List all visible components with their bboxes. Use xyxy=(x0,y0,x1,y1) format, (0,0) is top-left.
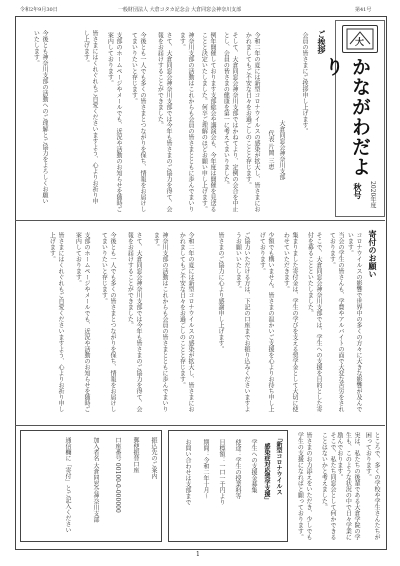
box-a-title-1: 感染症対応奨学支援」 xyxy=(263,443,270,503)
box-b-col-2: 口座番号 00100-0-000000 xyxy=(114,437,121,513)
masthead-title: かながわだより xyxy=(322,57,371,177)
donation-col-6: 皆さまのご協力に心より感謝申し上げます。 xyxy=(217,232,224,352)
box-a-col-3: 使途：学生の授業料等 xyxy=(234,439,241,499)
publisher-name: 一般財団法人 大倉コタカ記念会 大倉同窓会神奈川支部 xyxy=(118,7,242,13)
greeting-col-0: 会員の皆さまにご挨拶申し上げます。 xyxy=(301,32,308,134)
greeting-author-org: 大倉同窓会神奈川支部 xyxy=(278,120,285,180)
logo xyxy=(342,25,378,53)
appeal-col-2: そこで、私たち同窓会として何かできることはないかと考えました。 xyxy=(320,432,336,540)
donation-col-2: そこで、大倉同窓会神奈川支部では、学生への支援を目的とした寄付を募ることといたしました。 xyxy=(306,232,322,412)
greeting-continuation xyxy=(20,222,198,422)
donation-col-3: 集まりました寄付金は、学生の学びを支える奨学金として大切に使わせていただきます。 xyxy=(282,232,298,412)
box-a-title-0: 「新型コロナウイルス xyxy=(275,435,282,495)
greeting-section xyxy=(100,20,335,220)
greeting-author-name: 代表 片岡 三恵 xyxy=(267,130,274,170)
issue-number: 第41号 xyxy=(355,7,372,13)
greeting-col-3: 例年開催しております支部総会や講演会も、今年度は開催を見送ることと決定いたしました。何卒ご理解のほどお願い申し上げます。 xyxy=(200,32,216,212)
box-b-col-0: 振込先のご案内 xyxy=(150,437,157,479)
box-b-col-3: 加入者名 大倉同窓会神奈川支部 xyxy=(92,437,99,523)
logo-glyph: 大 xyxy=(355,38,365,48)
greeting-col-8: 皆さまにはくれぐれもご自愛くださいますよう、心よりお祈り申し上げます。 xyxy=(82,30,98,204)
box-a-col-4: 目標額：一口一千円より xyxy=(218,439,225,505)
donation-section xyxy=(200,222,385,422)
greeting-col-7: 支部のホームページやメールでも、近況や活動のお知らせを随時ご案内しております。 xyxy=(106,32,122,212)
appeal-section xyxy=(290,428,382,543)
greeting-col-2: そして、大倉同窓会神奈川支部ではかねてより、定例の会合を中止とし、会員の皆さまの健康を第一に考えてまいりました。 xyxy=(222,32,238,212)
greeting-col-5: さて、大倉同窓会神奈川支部では今年も皆さまのご協力を得て、会報をお届けすることができました。 xyxy=(156,32,172,212)
masthead-season: 秋号 xyxy=(353,183,363,199)
continuation-col-5: 皆さまにはくれぐれもご自愛くださいますよう、心よりお祈り申し上げます。 xyxy=(48,232,64,412)
box-b-col-4: 通信欄に「寄付」とご記入ください xyxy=(64,437,71,533)
issue-date: 令和2年9月30日 xyxy=(20,7,58,13)
appeal-col-1: 実は、私たちの後輩である大倉学院の学生も、このような状況の中で日々学業に励んでおります。 xyxy=(335,432,360,540)
continuation-col-3: 今後とも一人でも多くの皆さまとつながりを保ち、情報をお届けしてまいりたいと存じます。 xyxy=(100,232,116,412)
masthead-year: 2020年度 xyxy=(369,181,376,209)
appeal-col-0: ところで、多くの学校や学生さんたちが困っております。 xyxy=(364,432,380,540)
donation-col-1: 当会の学生の皆さんも、学費やアルバイトの面で大変な苦労をされております。 xyxy=(328,232,344,412)
greeting-col-6: 今後とも一人でも多くの皆さまとつながりを保ち、情報をお届けしてまいりたいと存じます。 xyxy=(130,32,146,212)
greeting-col-9: 今後とも神奈川支部の活動へのご理解とご協力をよろしくお願いいたします。 xyxy=(32,30,48,204)
box-a-col-5: 期間：令和二年十月〜 xyxy=(202,439,209,499)
box-b-col-1: 郵便振替口座 xyxy=(132,437,139,473)
continuation-col-1: 神奈川支部の活動はこれからも会員の皆さまとともに歩んでまいります。 xyxy=(152,232,168,412)
appeal-col-3: 皆さまのお力添えをいただき、少しでも学生の支援になればと願っております。 xyxy=(296,432,312,540)
support-info-box xyxy=(168,430,288,542)
continuation-col-0: 令和二年の夏には新型コロナウイルスの感染が拡大し、皆さまにおかれましてもご不安な日々をお過ごしのことと存じます。 xyxy=(178,232,194,412)
donation-col-4: 少額でも構いません。皆さまの温かいご支援を心よりお待ち申し上げております。 xyxy=(258,232,274,412)
box-a-col-6: お問い合わせは支部まで xyxy=(184,439,191,505)
donation-col-0: コロナウイルスの影響で世界中の多くの方々に大きな影響が及んでいます。 xyxy=(346,232,362,412)
section-divider xyxy=(15,220,385,221)
greeting-col-4: 神奈川支部の活動はこれからも会員の皆さまとともに歩んでまいります。 xyxy=(178,32,194,212)
box-a-col-2: 学生への支援金募集 xyxy=(250,439,257,493)
bottom-divider xyxy=(15,425,385,426)
page-number: 1 xyxy=(196,551,200,558)
continuation-col-4: 支部のホームページやメールでも、近況や活動のお知らせを随時ご案内しております。 xyxy=(74,232,90,412)
donation-heading: 寄付のお願い xyxy=(368,230,378,278)
greeting-heading: ご挨拶 xyxy=(317,30,327,54)
continuation-col-2: さて、大倉同窓会神奈川支部では今年も皆さまのご協力を得て、会報をお届けすることができました。 xyxy=(126,232,142,412)
bank-info-box xyxy=(20,430,162,542)
donation-col-5: ご協力いただける方は、下記の口座までお振り込みくださいますようお願いいたします。 xyxy=(234,232,250,412)
greeting-col-1: 令和二年の夏には新型コロナウイルスの感染が拡大し、皆さまにおかれましてもご不安な日々をお過ごしのことと存じます。 xyxy=(244,32,260,212)
